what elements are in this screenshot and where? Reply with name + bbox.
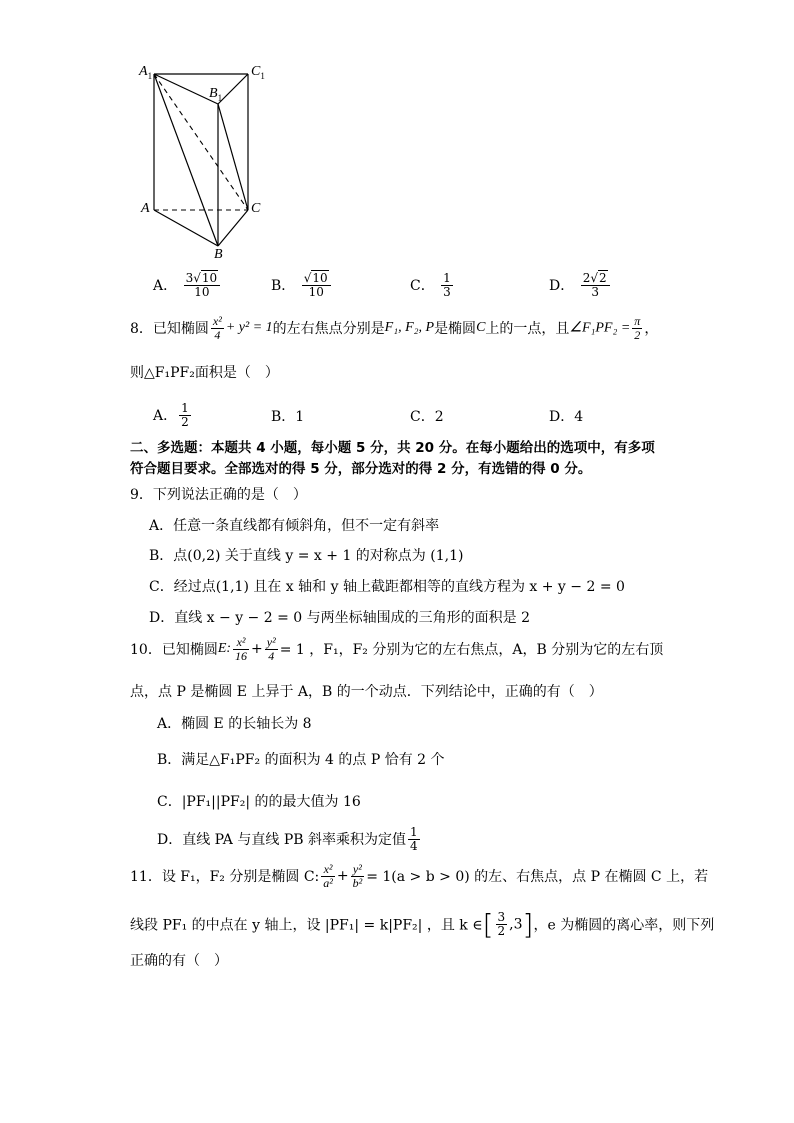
label-c: C	[251, 201, 261, 216]
q10-stem-line2: 点，点 P 是椭圆 E 上异于 A，B 的一个动点．下列结论中，正确的有（ ）	[130, 684, 603, 700]
edge-b1-c1	[218, 74, 248, 104]
q9-stem: 9．下列说法正确的是（ ）	[130, 487, 307, 503]
q11-stem-line2: 线段 PF₁ 的中点在 y 轴上，设 |PF₁| = k|PF₂| ，且 k ∈[ $\frac{3}{2}$ ,3]，e 为椭圆的离心率，则下列	[130, 908, 715, 941]
label-b: B	[214, 247, 223, 262]
q8-stem: 8．已知椭圆 $\frac{\text{x²}}{4}$ + y² = 1的左右焦点分别是F₁, F₂, P是椭圆C上的一点，且∠F₁PF₂ = $\frac{\pi}{2}$ ，	[130, 314, 659, 342]
q7-option-b: B． $\frac{√10}{10}$	[271, 272, 333, 298]
q10-stem: 10．已知椭圆E: $\frac{\text{x²}}{16}$ + $\frac{\text{y²}}{4}$ = 1 ，F₁，F₂ 分别为它的左右焦点，A，B 分别为它的左右顶	[130, 635, 664, 663]
q8-option-a: A． $\frac{1}{2}$	[153, 401, 189, 429]
q9-option-d: D．直线 x − y − 2 = 0 与两坐标轴围成的三角形的面积是 2	[149, 610, 530, 626]
section2-instruction-line1: 二、多选题：本题共 4 小题，每小题 5 分，共 20 分。在每小题给出的选项中，有多项	[130, 440, 655, 456]
edge-b1-c	[218, 104, 248, 210]
q11-stem: 11．设 F₁，F₂ 分别是椭圆 C: $\frac{\text{x²}}{\text{a²}}$ + $\frac{\text{y²}}{\text{b²}}$ = 1(a > b > 0) 的左、右焦点，点 P 在椭圆 C 上，若	[130, 862, 709, 890]
q10-option-b: B．满足△F₁PF₂ 的面积为 4 的点 P 恰有 2 个	[157, 752, 445, 768]
q8-option-d: D．4	[549, 409, 584, 425]
label-a1: $A_1$	[139, 64, 153, 81]
q7-option-c: C． $\frac{1}{3}$	[410, 271, 451, 299]
q7-option-a: A． $\frac{3√10}{10}$	[153, 272, 222, 298]
q8-stem-line2: 则△F₁PF₂面积是（ ）	[130, 365, 279, 381]
q10-option-c: C．|PF₁||PF₂| 的的最大值为 16	[157, 794, 361, 810]
section2-instruction-line2: 符合题目要求。全部选对的得 5 分，部分选对的得 2 分，有选错的得 0 分。	[130, 461, 592, 477]
q9-option-a: A．任意一条直线都有倾斜角，但不一定有斜率	[149, 518, 440, 534]
q8-option-c: C．2	[410, 409, 444, 425]
q9-option-c: C．经过点(1,1) 且在 x 轴和 y 轴上截距都相等的直线方程为 x + y − 2 = 0	[149, 579, 625, 595]
q8-option-b: B．1	[271, 409, 305, 425]
q10-option-a: A．椭圆 E 的长轴长为 8	[157, 716, 312, 732]
label-a: A	[141, 201, 150, 216]
prism-figure	[130, 60, 280, 270]
label-c1: $C_1$	[251, 64, 265, 81]
q11-stem-line3: 正确的有（ ）	[130, 953, 228, 969]
q7-option-d: D． $\frac{2√2}{3}$	[549, 272, 612, 298]
edge-b-c	[218, 210, 248, 246]
q10-option-d: D．直线 PA 与直线 PB 斜率乘积为定值 $\frac{1}{4}$	[157, 825, 418, 853]
edge-a-b	[154, 210, 218, 246]
edge-a1-c-dashed	[154, 74, 248, 210]
q9-option-b: B．点(0,2) 关于直线 y = x + 1 的对称点为 (1,1)	[149, 548, 464, 564]
label-b1: $B_1$	[209, 86, 223, 103]
